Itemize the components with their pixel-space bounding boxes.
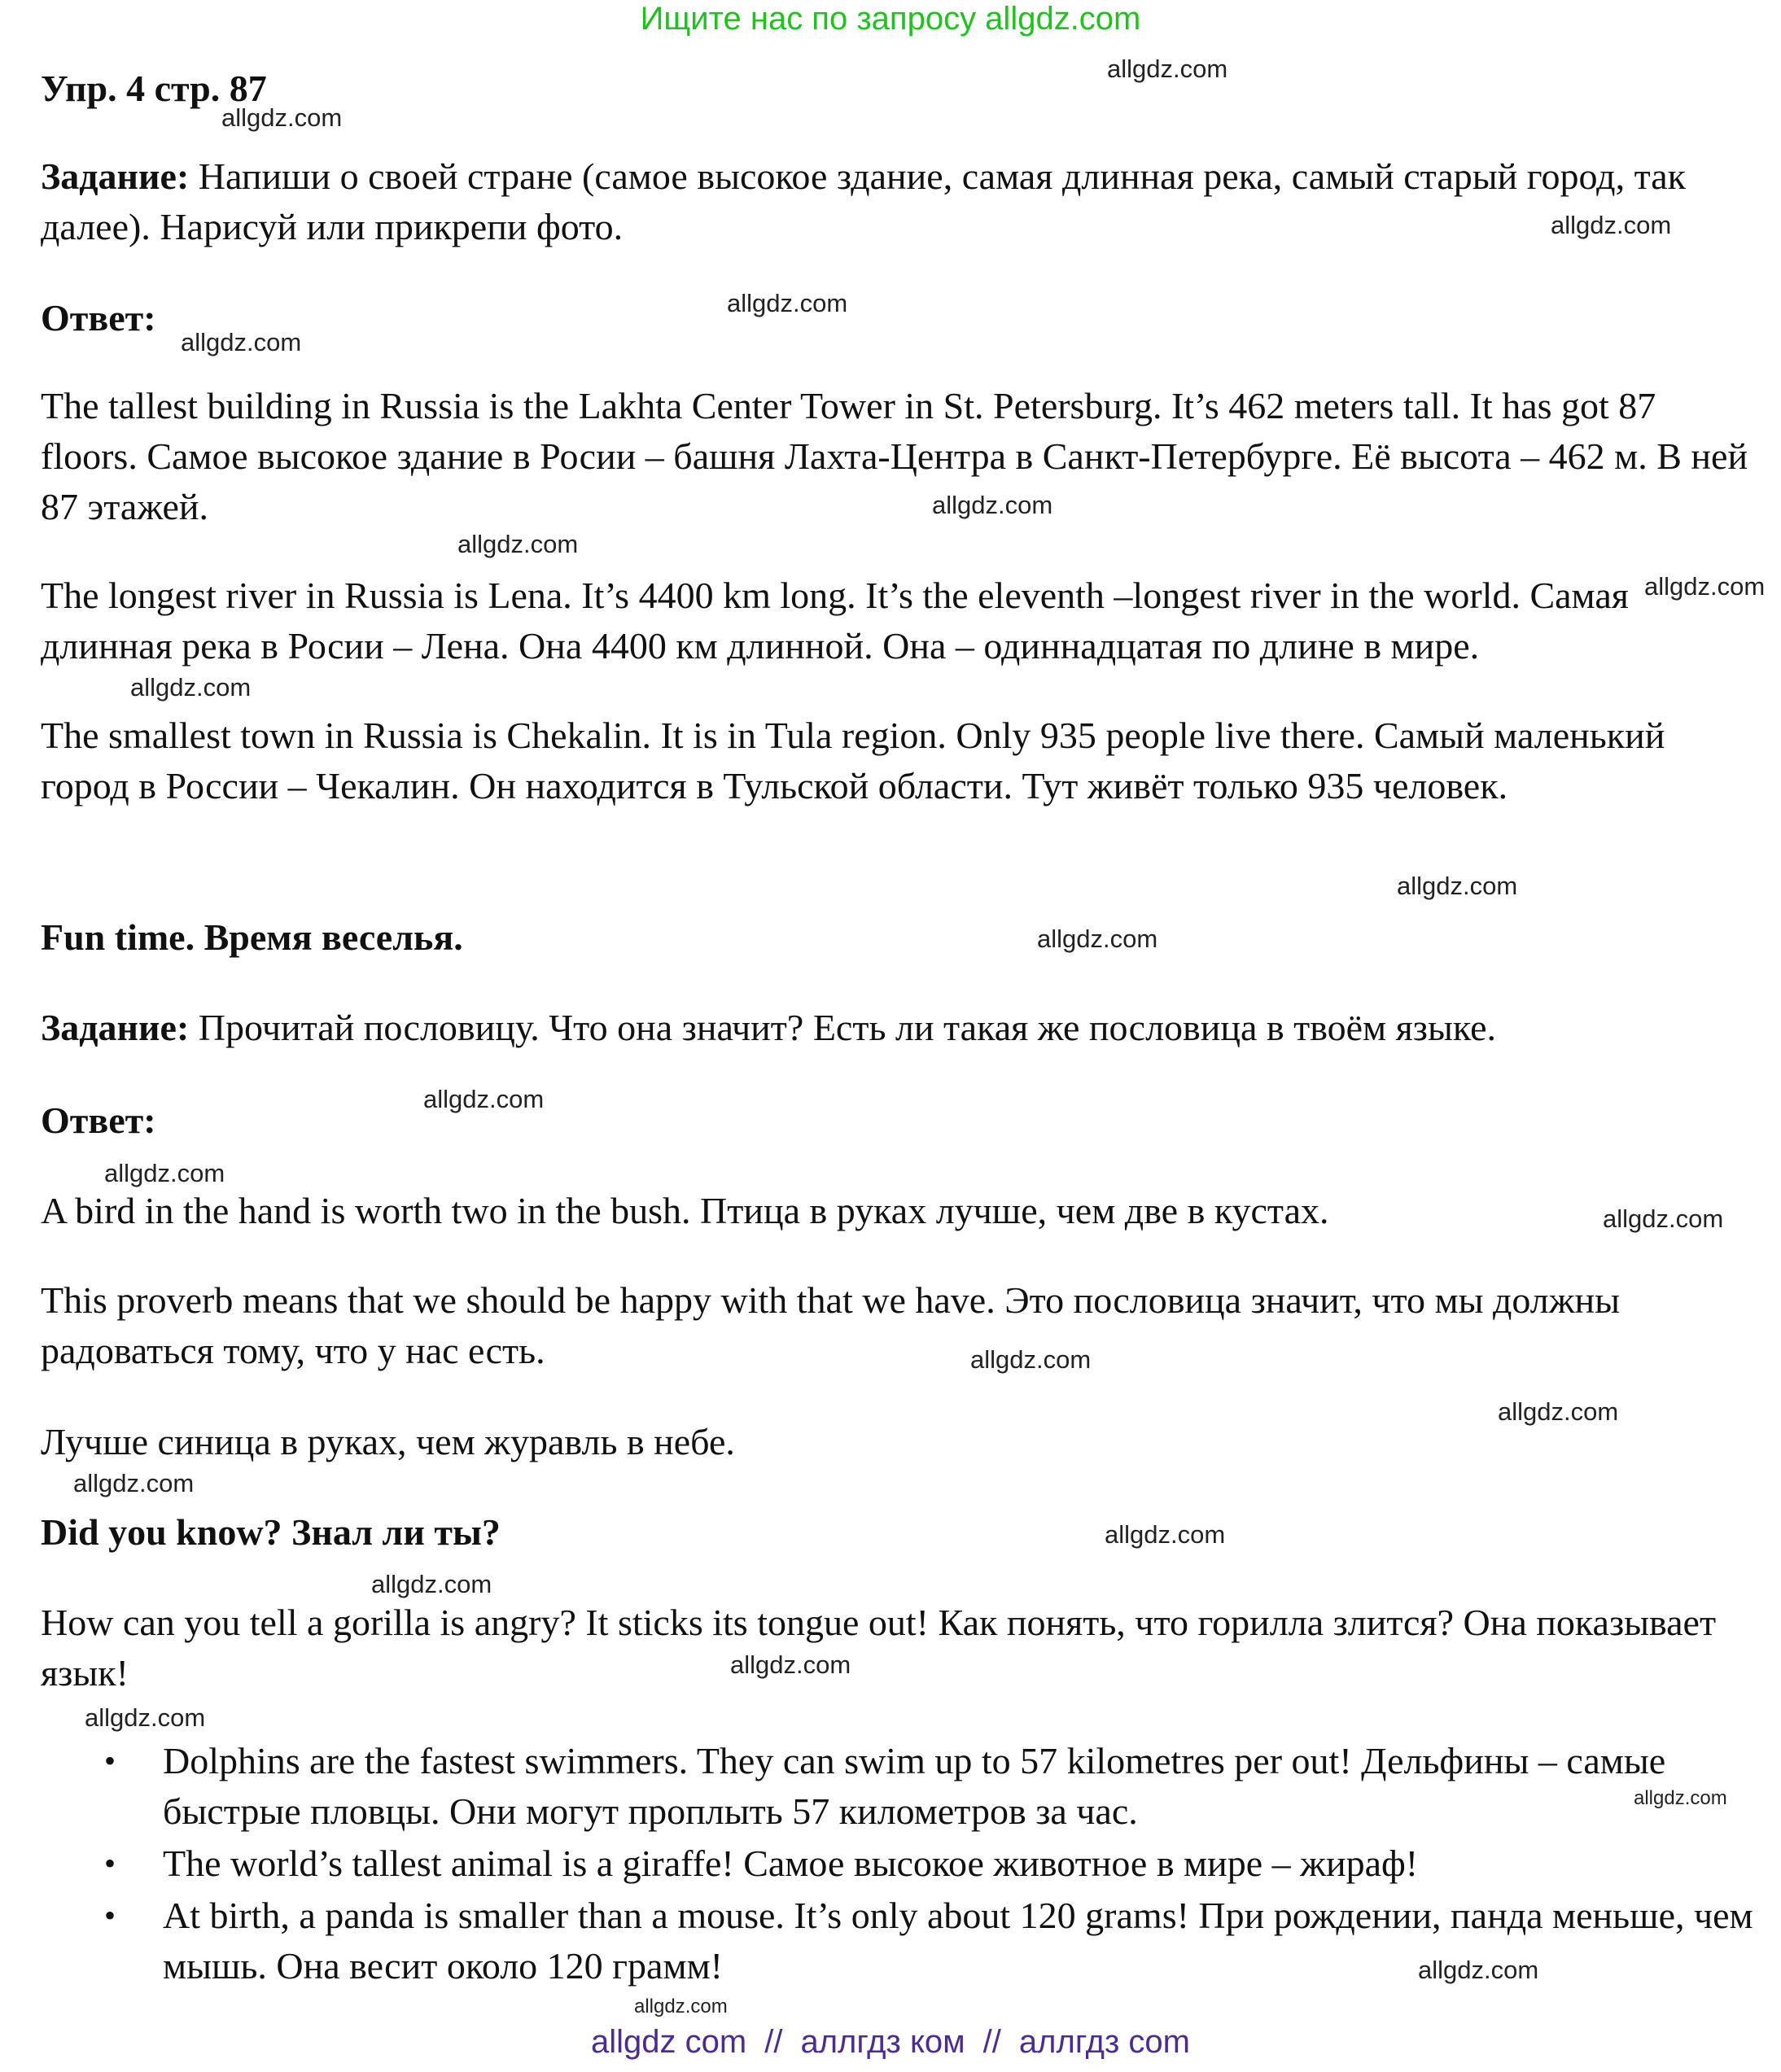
watermark: allgdz.com [1603, 1204, 1724, 1233]
watermark: allgdz.com [727, 289, 848, 317]
fun-time-heading: Fun time. Время веселья. [41, 916, 463, 958]
watermark: allgdz.com [1498, 1397, 1619, 1426]
watermark: allgdz.com [371, 1570, 492, 1598]
list-item-text: Dolphins are the fastest swimmers. They can swim up to 57 kilometres per out! Дельфины – самые быстрые пловцы. Они могут проплыть 57 километров за час. [163, 1740, 1666, 1832]
watermark: allgdz.com [1037, 925, 1158, 953]
task-2-text: Прочитай пословицу. Что она значит? Есть ли такая же пословица в твоём языке. [198, 1007, 1497, 1048]
watermark: allgdz.com [1551, 211, 1672, 239]
list-item [41, 1736, 1758, 1837]
watermark: allgdz.com [130, 673, 252, 702]
task-1-text: Напиши о своей стране (самое высокое здание, самая длинная река, самый старый город, так далее). Нарисуй или прикрепи фото. [41, 155, 1687, 247]
proverb-en: A bird in the hand is worth two in the bush. Птица в руках лучше, чем две в кустах. [41, 1190, 1329, 1231]
watermark: allgdz.com [1107, 55, 1228, 83]
proverb-ru: Лучше синица в руках, чем журавль в небе. [41, 1421, 735, 1462]
bottom-banner-link-3[interactable]: аллгдз com [1018, 2024, 1190, 2060]
watermark: allgdz.com [181, 328, 302, 356]
paragraph-building: The tallest building in Russia is the Lakhta Center Tower in St. Petersburg. It’s 462 meters tall. It has got 87 floors. Самое высокое здание в Росии – башня Лахта-Центра в Санкт-Петербурге. Её высота – 462 м. В ней 87 этажей. [41, 385, 1748, 527]
proverb-meaning: This proverb means that we should be happy with that we have. Это пословица значит, что мы должны радоваться тому, что у нас есть. [41, 1279, 1621, 1371]
task-2-label: Задание: [41, 1007, 190, 1048]
bottom-banner-separator: // [764, 2024, 783, 2060]
watermark: allgdz.com [1105, 1520, 1226, 1549]
watermark: allgdz.com [932, 491, 1053, 519]
watermark: allgdz.com [634, 1996, 728, 2017]
list-item-text: At birth, a panda is smaller than a mouse. It’s only about 120 grams! При рождении, панда меньше, чем мышь. Она весит около 120 грамм! [163, 1895, 1753, 1987]
answer-2-label: Ответ: [41, 1099, 156, 1141]
watermark: allgdz.com [970, 1345, 1092, 1374]
watermark: allgdz.com [85, 1703, 206, 1732]
bottom-banner [0, 2022, 1781, 2062]
bullet-icon: • [104, 1845, 116, 1882]
paragraph-town: The smallest town in Russia is Chekalin. It is in Tula region. Only 935 people live there. Самый маленький город в России – Чекалин. Он находится в Тульской области. Тут живёт только 935 человек. [41, 715, 1665, 807]
task-1 [41, 151, 1758, 252]
watermark: allgdz.com [1634, 1787, 1727, 1809]
paragraph-gorilla: How can you tell a gorilla is angry? It sticks its tongue out! Как понять, что горилла злится? Она показывает язык! [41, 1602, 1717, 1694]
watermark: allgdz.com [221, 103, 343, 132]
watermark: allgdz.com [457, 530, 579, 558]
facts-list [41, 1736, 1758, 1993]
bullet-icon: • [104, 1897, 116, 1934]
bottom-banner-link-2[interactable]: аллгдз ком [800, 2024, 965, 2060]
task-1-label: Задание: [41, 155, 190, 197]
answer-1-label: Ответ: [41, 297, 156, 339]
bullet-icon: • [104, 1742, 116, 1779]
list-item-text: The world’s tallest animal is a giraffe! Самое высокое животное в мире – жираф! [163, 1843, 1419, 1884]
watermark: allgdz.com [1644, 572, 1766, 601]
bottom-banner-link-1[interactable]: allgdz com [591, 2024, 747, 2060]
exercise-title: Упр. 4 стр. 87 [41, 68, 267, 109]
did-you-know-heading: Did you know? Знал ли ты? [41, 1511, 501, 1553]
top-banner[interactable]: Ищите нас по запросу allgdz.com [640, 1, 1141, 37]
watermark: allgdz.com [1418, 1956, 1539, 1984]
watermark: allgdz.com [73, 1469, 195, 1497]
watermark: allgdz.com [423, 1085, 545, 1113]
list-item [41, 1838, 1758, 1889]
task-2 [41, 1003, 1758, 1053]
watermark: allgdz.com [730, 1650, 851, 1679]
watermark: allgdz.com [104, 1159, 225, 1187]
watermark: allgdz.com [1397, 872, 1518, 900]
paragraph-river: The longest river in Russia is Lena. It’s 4400 km long. It’s the eleventh –longest river in the world. Самая длинная река в Росии – Лена. Она 4400 км длинной. Она – одиннадцатая по длине в мире. [41, 575, 1629, 667]
bottom-banner-separator: // [982, 2024, 1001, 2060]
